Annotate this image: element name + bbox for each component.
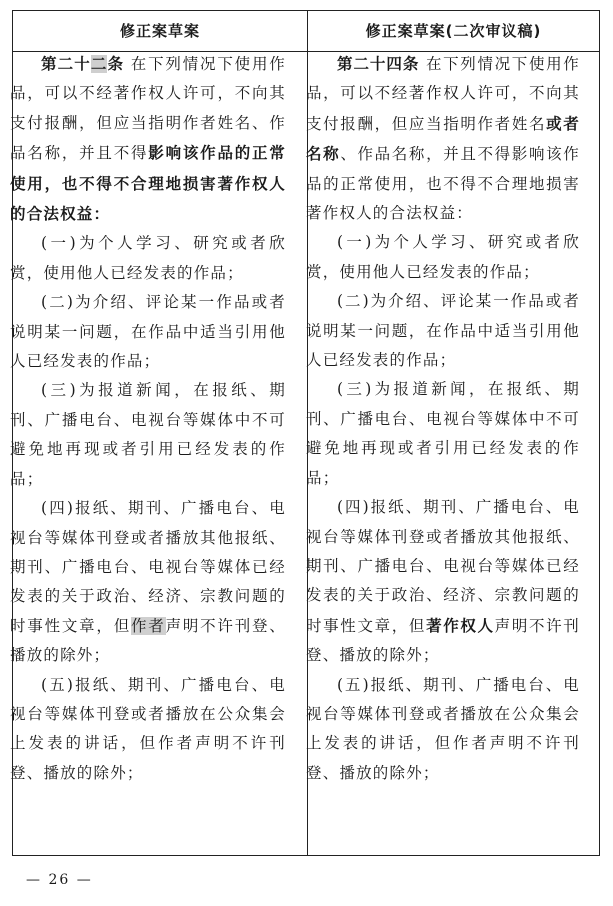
highlighted-digit: 二 <box>90 55 108 73</box>
article-intro: 第二十二条 在下列情况下使用作品，可以不经著作权人许可，不向其支付报酬，但应当指明作者姓名、作品名称，并且不得影响该作品的正常使用，也不得不合理地损害著作权人的合法权益： <box>10 55 286 224</box>
right-column-header: 修正案草案(二次审议稿) <box>365 22 542 40</box>
item-5: (五)报纸、期刊、广播电台、电视台等媒体刊登或者播放在公众集会上发表的讲话，但作者声明不许刊登、播放的除外； <box>306 675 580 782</box>
left-column-header: 修正案草案 <box>119 22 200 40</box>
bold-phrase: 著作权人 <box>426 615 495 635</box>
left-column-text <box>10 50 286 788</box>
item-2: (二)为介绍、评论某一作品或者说明某一问题，在作品中适当引用他人已经发表的作品； <box>306 292 580 370</box>
item-5: (五)报纸、期刊、广播电台、电视台等媒体刊登或者播放在公众集会上发表的讲话，但作者声明不许刊登、播放的除外； <box>10 675 286 782</box>
article-intro: 第二十四条 在下列情况下使用作品，可以不经著作权人许可，不向其支付报酬，但应当指明作者姓名或者名称、作品名称，并且不得影响该作品的正常使用，也不得不合理地损害著作权人的合法权益： <box>306 55 580 223</box>
item-4: (四)报纸、期刊、广播电台、电视台等媒体刊登或者播放其他报纸、期刊、广播电台、电视台等媒体已经发表的关于政治、经济、宗教问题的时事性文章，但作者声明不许刊登、播放的除外； <box>10 499 286 665</box>
bold-phrase: 或者名称 <box>306 113 580 164</box>
page-number: — 26 — <box>26 872 93 888</box>
item-3: (三)为报道新闻，在报纸、期刊、广播电台、电视台等媒体中不可避免地再现或者引用已经发表的作品； <box>306 380 580 487</box>
highlighted-phrase: 作者 <box>131 616 166 635</box>
right-column-text <box>306 50 580 788</box>
item-4: (四)报纸、期刊、广播电台、电视台等媒体刊登或者播放其他报纸、期刊、广播电台、电视台等媒体已经发表的关于政治、经济、宗教问题的时事性文章，但著作权人声明不许刊登、播放的除外； <box>306 498 580 665</box>
bold-phrase: 影响该作品的正常使用，也不得不合理地损害著作权人的合法权益 <box>10 143 286 224</box>
item-3: (三)为报道新闻，在报纸、期刊、广播电台、电视台等媒体中不可避免地再现或者引用已经发表的作品； <box>10 381 286 488</box>
article-number: 第二十二条 <box>41 55 125 73</box>
item-2: (二)为介绍、评论某一作品或者说明某一问题，在作品中适当引用他人已经发表的作品； <box>10 293 286 371</box>
item-1: (一)为个人学习、研究或者欣赏，使用他人已经发表的作品； <box>10 234 286 282</box>
article-number: 第二十四条 <box>337 55 420 73</box>
item-1: (一)为个人学习、研究或者欣赏，使用他人已经发表的作品； <box>306 233 580 281</box>
